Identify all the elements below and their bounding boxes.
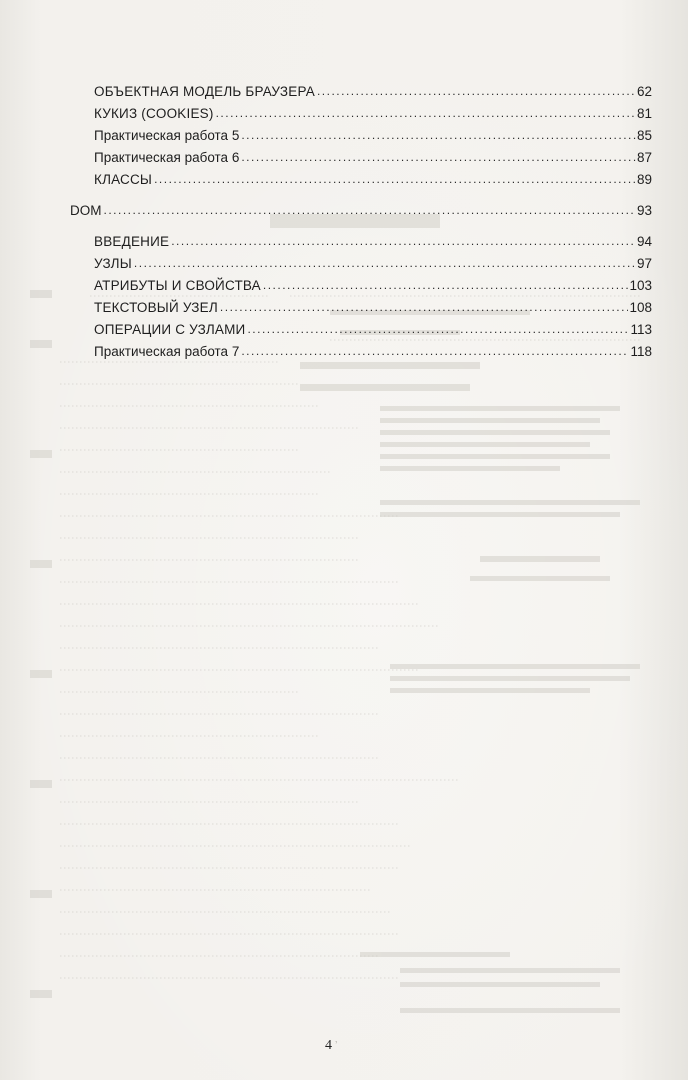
page-number-value: 4 xyxy=(325,1038,332,1053)
toc-entry-title: УЗЛЫ xyxy=(94,256,132,271)
toc-entry-page: 113 xyxy=(630,322,652,337)
toc-entry-page: 94 xyxy=(636,234,652,249)
toc-entry xyxy=(94,253,652,275)
dot-leader xyxy=(263,274,629,296)
toc-entry-page: 97 xyxy=(636,256,652,271)
toc-entry-title: ОПЕРАЦИИ С УЗЛАМИ xyxy=(94,322,246,337)
dot-leader xyxy=(134,252,636,274)
toc-entry-page: 93 xyxy=(636,203,652,218)
toc-entry-page: 87 xyxy=(636,150,652,165)
toc-entry xyxy=(94,341,652,363)
toc-entry xyxy=(94,81,652,103)
toc-chapter-entry xyxy=(70,200,652,222)
toc-entry xyxy=(94,275,652,297)
toc-entry-title: АТРИБУТЫ И СВОЙСТВА xyxy=(94,278,261,293)
toc-entry-title: КЛАССЫ xyxy=(94,172,153,187)
toc-entry xyxy=(94,125,652,147)
page-number xyxy=(325,1038,337,1054)
toc-entry-page: 85 xyxy=(636,128,652,143)
dot-leader xyxy=(216,102,636,124)
dot-leader xyxy=(154,168,636,190)
toc-entry xyxy=(94,297,652,319)
toc-entry-title: ОБЪЕКТНАЯ МОДЕЛЬ БРАУЗЕРА xyxy=(94,84,315,99)
toc-entry-page: 103 xyxy=(629,278,652,293)
toc-entry-page: 81 xyxy=(636,106,652,121)
dot-leader xyxy=(241,146,636,168)
toc-entry-title: ВВЕДЕНИЕ xyxy=(94,234,170,249)
toc-entry xyxy=(94,231,652,253)
dot-leader xyxy=(220,296,629,318)
toc-entry-title: Практическая работа 6 xyxy=(94,150,240,165)
page-number-mark: ʼ xyxy=(335,1040,338,1052)
toc-entry xyxy=(94,103,652,125)
dot-leader xyxy=(241,340,629,362)
dot-leader xyxy=(104,199,636,221)
toc-entry-title: Практическая работа 7 xyxy=(94,344,240,359)
toc-entry-page: 118 xyxy=(630,344,652,359)
toc-entry-page: 89 xyxy=(636,172,652,187)
dot-leader xyxy=(317,80,636,102)
dot-leader xyxy=(247,318,629,340)
dot-leader xyxy=(241,124,636,146)
toc-entry xyxy=(94,147,652,169)
toc-entry xyxy=(94,319,652,341)
toc-entry-title: ТЕКСТОВЫЙ УЗЕЛ xyxy=(94,300,218,315)
toc-entry-title: Практическая работа 5 xyxy=(94,128,240,143)
toc-entry-title: КУКИЗ (COOKIES) xyxy=(94,106,214,121)
toc-entry-page: 108 xyxy=(629,300,652,315)
dot-leader xyxy=(171,230,636,252)
toc-entry-title: DOM xyxy=(70,203,102,218)
toc-entry xyxy=(94,169,652,191)
toc-entry-page: 62 xyxy=(636,84,652,99)
